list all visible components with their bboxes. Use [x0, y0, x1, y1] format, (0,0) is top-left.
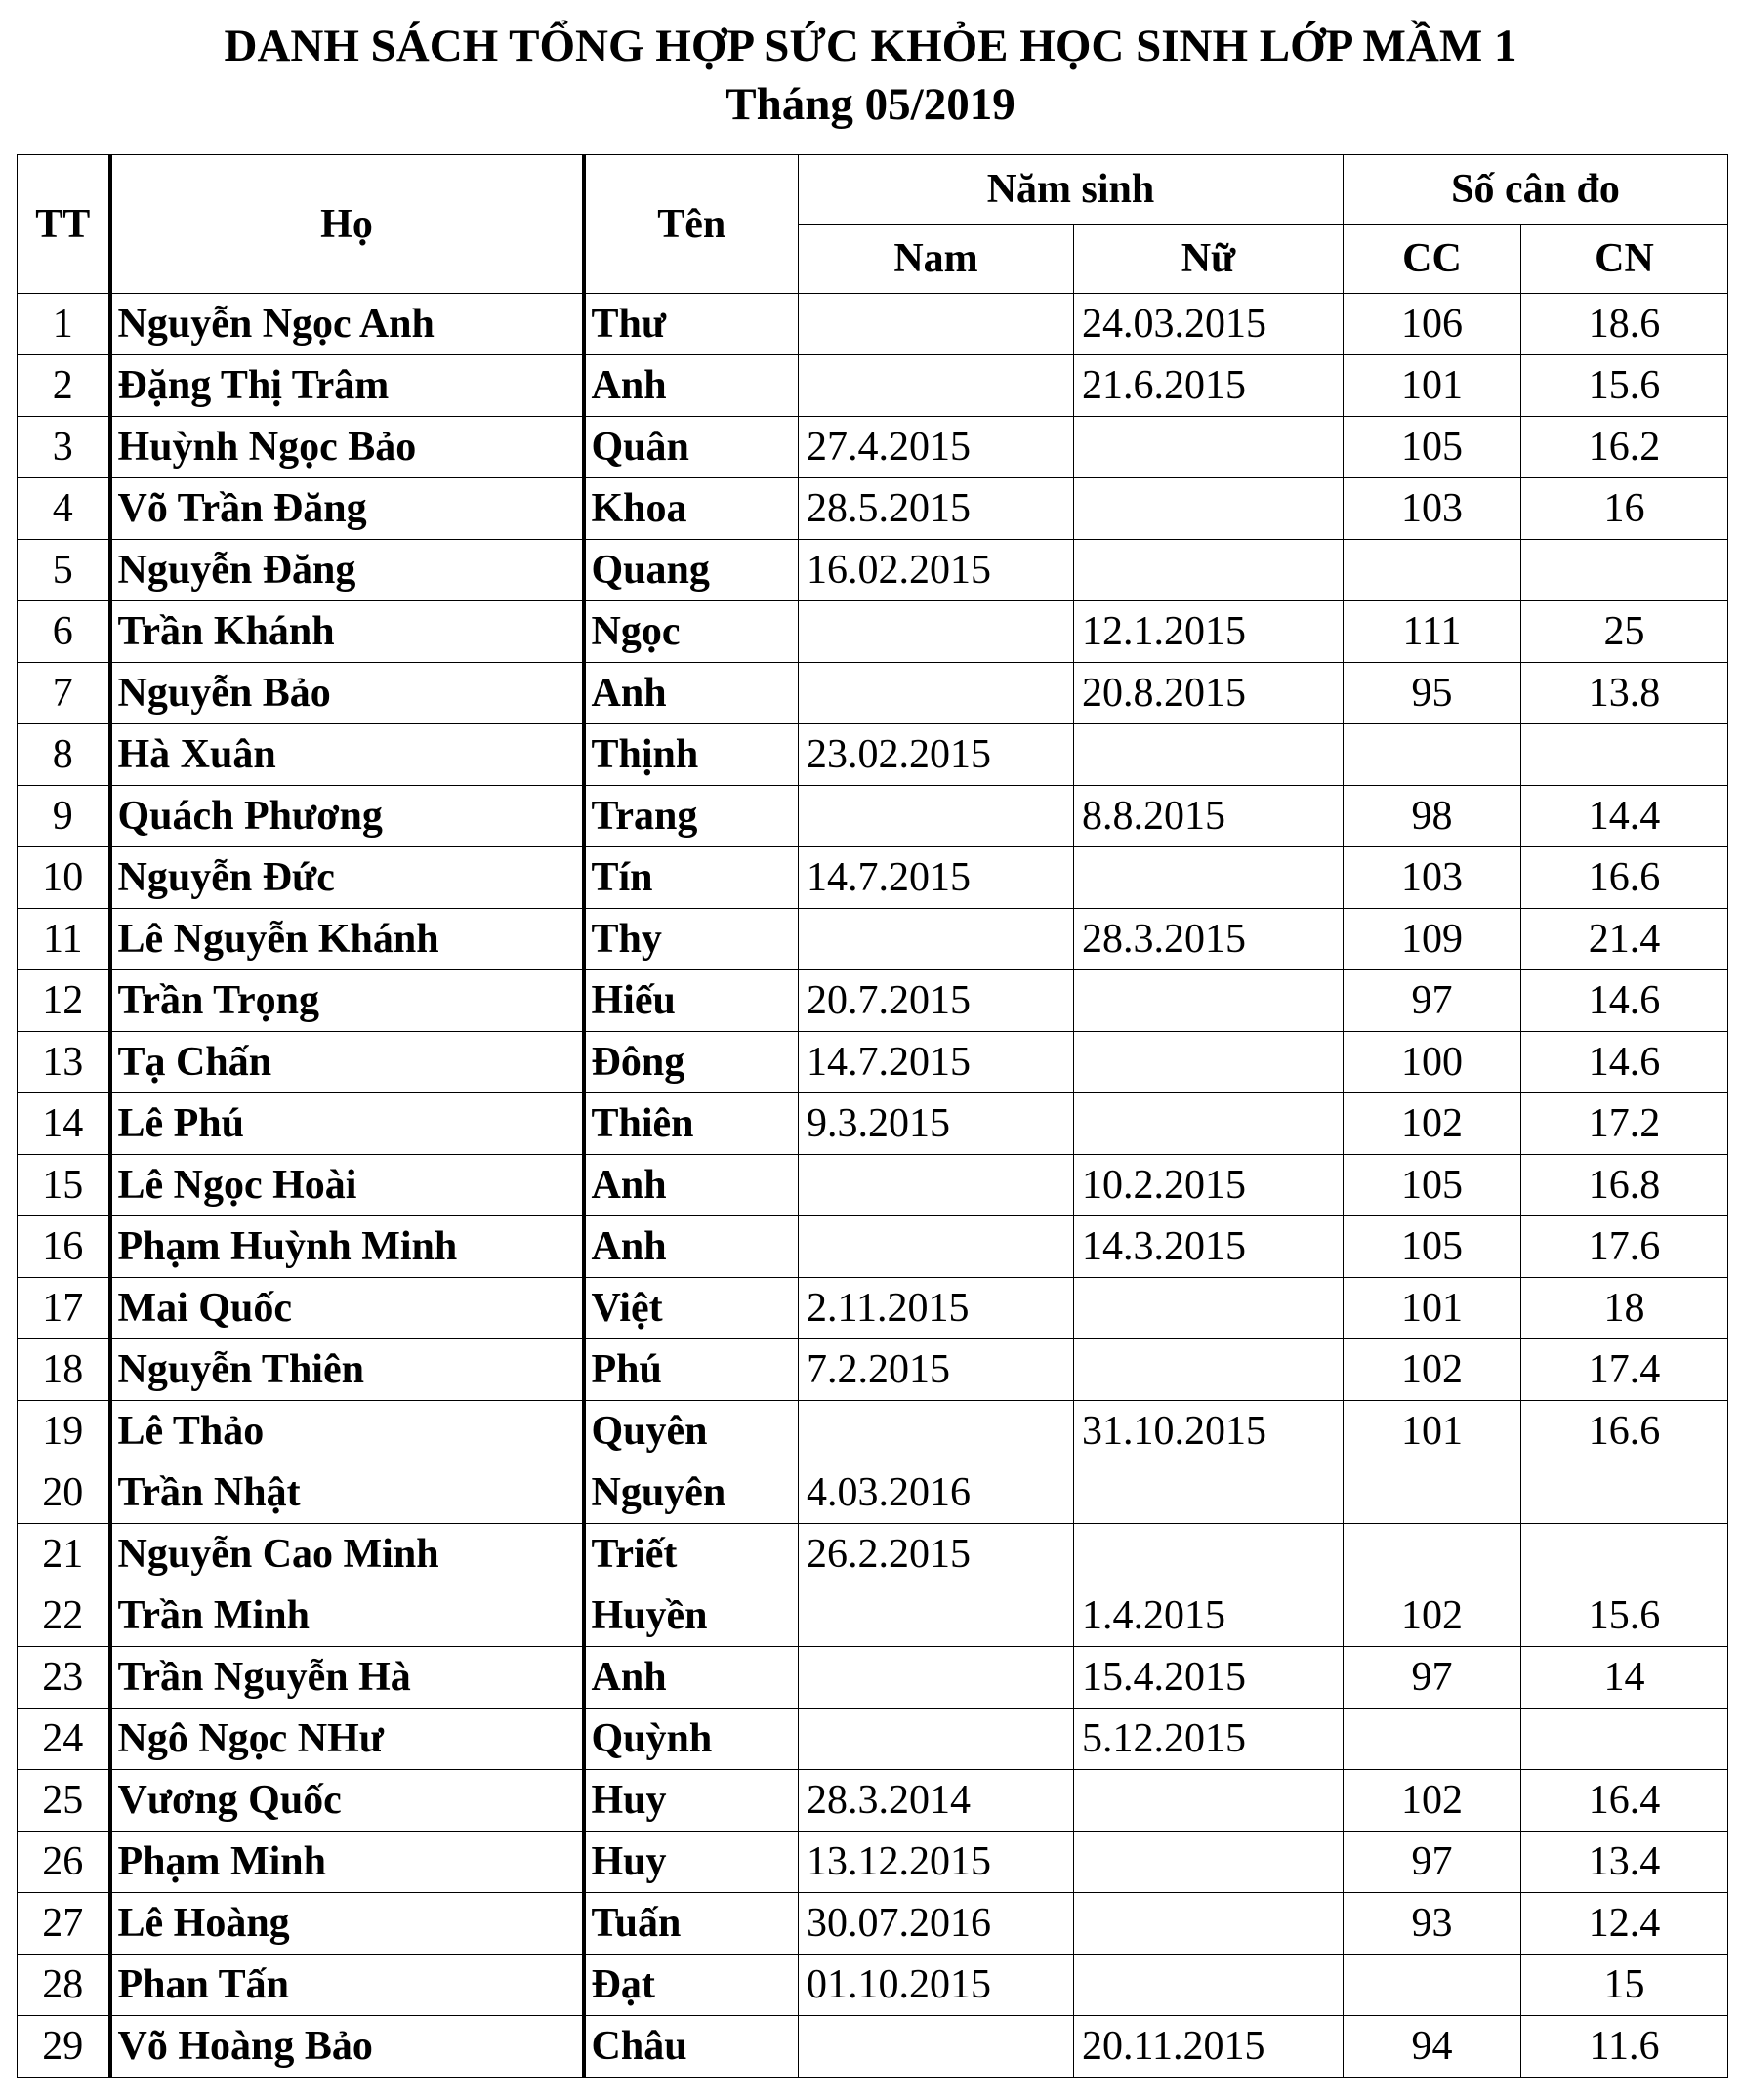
cell-ho: Lê Phú: [110, 1093, 584, 1155]
cell-nu: 24.03.2015: [1074, 294, 1344, 355]
cell-nam: 28.5.2015: [799, 478, 1074, 540]
cell-cc: 93: [1344, 1893, 1521, 1955]
header-ho: Họ: [110, 155, 584, 294]
cell-tt: 12: [18, 970, 110, 1032]
cell-ten: Anh: [584, 663, 799, 724]
cell-ten: Quỳnh: [584, 1709, 799, 1770]
cell-cn: 14.4: [1521, 786, 1728, 847]
cell-ho: Hà Xuân: [110, 724, 584, 786]
cell-ho: Lê Ngọc Hoài: [110, 1155, 584, 1216]
cell-nam: [799, 601, 1074, 663]
cell-ho: Trần Nguyễn Hà: [110, 1647, 584, 1709]
cell-cn: 17.4: [1521, 1339, 1728, 1401]
cell-nu: [1074, 1770, 1344, 1832]
cell-tt: 24: [18, 1709, 110, 1770]
cell-ten: Quang: [584, 540, 799, 601]
cell-nam: 27.4.2015: [799, 417, 1074, 478]
cell-nu: [1074, 847, 1344, 909]
cell-cn: 11.6: [1521, 2016, 1728, 2078]
cell-ten: Triết: [584, 1524, 799, 1585]
cell-ten: Tín: [584, 847, 799, 909]
cell-ho: Nguyễn Thiên: [110, 1339, 584, 1401]
table-row: [18, 1832, 1728, 1893]
cell-ho: Quách Phương: [110, 786, 584, 847]
document-subtitle: Tháng 05/2019: [725, 79, 1016, 130]
cell-tt: 27: [18, 1893, 110, 1955]
cell-cn: 17.2: [1521, 1093, 1728, 1155]
cell-ten: Châu: [584, 2016, 799, 2078]
cell-nu: 15.4.2015: [1074, 1647, 1344, 1709]
cell-cc: 101: [1344, 1401, 1521, 1462]
health-summary-table: [17, 154, 1728, 2078]
cell-ho: Trần Khánh: [110, 601, 584, 663]
cell-ten: Ngọc: [584, 601, 799, 663]
cell-ten: Thịnh: [584, 724, 799, 786]
cell-cn: 16.2: [1521, 417, 1728, 478]
cell-tt: 2: [18, 355, 110, 417]
cell-cc: 101: [1344, 1278, 1521, 1339]
cell-ten: Huy: [584, 1770, 799, 1832]
header-cn: CN: [1521, 225, 1728, 294]
cell-nu: 8.8.2015: [1074, 786, 1344, 847]
cell-tt: 28: [18, 1955, 110, 2016]
cell-ten: Thiên: [584, 1093, 799, 1155]
cell-cn: 13.4: [1521, 1832, 1728, 1893]
cell-tt: 20: [18, 1462, 110, 1524]
cell-nu: [1074, 1462, 1344, 1524]
cell-ho: Huỳnh Ngọc Bảo: [110, 417, 584, 478]
cell-cn: 16: [1521, 478, 1728, 540]
cell-ten: Huy: [584, 1832, 799, 1893]
cell-ten: Anh: [584, 1155, 799, 1216]
header-nu: Nữ: [1074, 225, 1344, 294]
cell-cn: 16.4: [1521, 1770, 1728, 1832]
table-row: [18, 1647, 1728, 1709]
cell-nam: 4.03.2016: [799, 1462, 1074, 1524]
cell-nam: 26.2.2015: [799, 1524, 1074, 1585]
cell-tt: 8: [18, 724, 110, 786]
cell-ho: Tạ Chấn: [110, 1032, 584, 1093]
cell-nam: [799, 294, 1074, 355]
cell-cc: [1344, 1462, 1521, 1524]
cell-cc: [1344, 1524, 1521, 1585]
cell-tt: 21: [18, 1524, 110, 1585]
cell-cn: 14.6: [1521, 1032, 1728, 1093]
table-row: [18, 1155, 1728, 1216]
cell-cn: 16.6: [1521, 1401, 1728, 1462]
cell-ho: Nguyễn Cao Minh: [110, 1524, 584, 1585]
cell-nam: 2.11.2015: [799, 1278, 1074, 1339]
table-row: [18, 540, 1728, 601]
cell-cc: 103: [1344, 847, 1521, 909]
table-row: [18, 663, 1728, 724]
cell-tt: 3: [18, 417, 110, 478]
table-row: [18, 1339, 1728, 1401]
table-row: [18, 970, 1728, 1032]
cell-ho: Võ Hoàng Bảo: [110, 2016, 584, 2078]
cell-nam: [799, 1647, 1074, 1709]
table-row: [18, 1770, 1728, 1832]
table-row: [18, 294, 1728, 355]
cell-tt: 26: [18, 1832, 110, 1893]
header-nam: Nam: [799, 225, 1074, 294]
cell-nam: 01.10.2015: [799, 1955, 1074, 2016]
table-row: [18, 1524, 1728, 1585]
cell-cn: 14.6: [1521, 970, 1728, 1032]
cell-ho: Trần Nhật: [110, 1462, 584, 1524]
cell-cc: 103: [1344, 478, 1521, 540]
table-row: [18, 1278, 1728, 1339]
cell-cn: [1521, 540, 1728, 601]
cell-cn: 17.6: [1521, 1216, 1728, 1278]
cell-ten: Thy: [584, 909, 799, 970]
cell-nu: [1074, 417, 1344, 478]
document-title: DANH SÁCH TỔNG HỢP SỨC KHỎE HỌC SINH LỚP MẦM 1: [224, 21, 1517, 71]
table-row: [18, 1093, 1728, 1155]
cell-cn: 15.6: [1521, 1585, 1728, 1647]
cell-ho: Lê Thảo: [110, 1401, 584, 1462]
cell-cc: 105: [1344, 1216, 1521, 1278]
cell-nam: 14.7.2015: [799, 1032, 1074, 1093]
cell-tt: 25: [18, 1770, 110, 1832]
cell-nam: [799, 1585, 1074, 1647]
cell-tt: 5: [18, 540, 110, 601]
cell-ho: Nguyễn Ngọc Anh: [110, 294, 584, 355]
table-row: [18, 2016, 1728, 2078]
cell-ten: Anh: [584, 1216, 799, 1278]
table-row: [18, 1216, 1728, 1278]
cell-cc: 97: [1344, 1647, 1521, 1709]
cell-cn: 16.6: [1521, 847, 1728, 909]
cell-cc: 102: [1344, 1585, 1521, 1647]
table-row: [18, 1462, 1728, 1524]
cell-ho: Phạm Minh: [110, 1832, 584, 1893]
cell-nu: [1074, 1893, 1344, 1955]
cell-tt: 7: [18, 663, 110, 724]
cell-ho: Lê Nguyễn Khánh: [110, 909, 584, 970]
cell-ho: Võ Trần Đăng: [110, 478, 584, 540]
cell-ten: Việt: [584, 1278, 799, 1339]
table-row: [18, 1893, 1728, 1955]
cell-nam: 7.2.2015: [799, 1339, 1074, 1401]
cell-ho: Vương Quốc: [110, 1770, 584, 1832]
header-nam-sinh: Năm sinh: [799, 155, 1344, 225]
cell-tt: 16: [18, 1216, 110, 1278]
cell-cn: 18.6: [1521, 294, 1728, 355]
cell-tt: 9: [18, 786, 110, 847]
cell-cn: 16.8: [1521, 1155, 1728, 1216]
cell-ten: Huyền: [584, 1585, 799, 1647]
cell-ten: Anh: [584, 355, 799, 417]
cell-cc: 109: [1344, 909, 1521, 970]
cell-nam: [799, 355, 1074, 417]
cell-tt: 10: [18, 847, 110, 909]
cell-tt: 1: [18, 294, 110, 355]
cell-cn: 13.8: [1521, 663, 1728, 724]
cell-tt: 6: [18, 601, 110, 663]
cell-nu: [1074, 1278, 1344, 1339]
cell-ten: Đạt: [584, 1955, 799, 2016]
cell-nam: 23.02.2015: [799, 724, 1074, 786]
table-row: [18, 786, 1728, 847]
cell-cc: 105: [1344, 1155, 1521, 1216]
cell-nu: [1074, 1032, 1344, 1093]
cell-nu: 21.6.2015: [1074, 355, 1344, 417]
cell-tt: 23: [18, 1647, 110, 1709]
cell-tt: 4: [18, 478, 110, 540]
cell-nu: 10.2.2015: [1074, 1155, 1344, 1216]
header-tt: TT: [18, 155, 110, 294]
cell-cc: [1344, 1709, 1521, 1770]
cell-tt: 11: [18, 909, 110, 970]
cell-ten: Khoa: [584, 478, 799, 540]
cell-ten: Nguyên: [584, 1462, 799, 1524]
cell-cn: 15: [1521, 1955, 1728, 2016]
cell-tt: 15: [18, 1155, 110, 1216]
cell-nam: [799, 1155, 1074, 1216]
cell-nu: 14.3.2015: [1074, 1216, 1344, 1278]
cell-ho: Mai Quốc: [110, 1278, 584, 1339]
cell-nam: [799, 909, 1074, 970]
cell-cn: [1521, 1709, 1728, 1770]
cell-cn: 15.6: [1521, 355, 1728, 417]
table-row: [18, 847, 1728, 909]
cell-cc: 98: [1344, 786, 1521, 847]
cell-nu: 31.10.2015: [1074, 1401, 1344, 1462]
cell-cc: 111: [1344, 601, 1521, 663]
cell-tt: 29: [18, 2016, 110, 2078]
cell-nu: [1074, 1524, 1344, 1585]
table-row: [18, 478, 1728, 540]
cell-nu: [1074, 724, 1344, 786]
cell-nam: 30.07.2016: [799, 1893, 1074, 1955]
cell-ten: Tuấn: [584, 1893, 799, 1955]
cell-nu: 12.1.2015: [1074, 601, 1344, 663]
cell-ho: Lê Hoàng: [110, 1893, 584, 1955]
cell-nu: [1074, 970, 1344, 1032]
cell-cc: 106: [1344, 294, 1521, 355]
cell-ho: Nguyễn Bảo: [110, 663, 584, 724]
cell-nu: [1074, 1093, 1344, 1155]
cell-nu: 1.4.2015: [1074, 1585, 1344, 1647]
table-row: [18, 1955, 1728, 2016]
table-row: [18, 417, 1728, 478]
cell-cc: 102: [1344, 1770, 1521, 1832]
cell-ho: Ngô Ngọc NHư: [110, 1709, 584, 1770]
cell-cn: [1521, 1524, 1728, 1585]
cell-cn: 12.4: [1521, 1893, 1728, 1955]
cell-cn: [1521, 1462, 1728, 1524]
cell-nam: 13.12.2015: [799, 1832, 1074, 1893]
cell-nu: 20.11.2015: [1074, 2016, 1344, 2078]
cell-ho: Trần Trọng: [110, 970, 584, 1032]
cell-cc: 100: [1344, 1032, 1521, 1093]
cell-nam: [799, 663, 1074, 724]
cell-cn: 14: [1521, 1647, 1728, 1709]
cell-tt: 22: [18, 1585, 110, 1647]
cell-nam: 9.3.2015: [799, 1093, 1074, 1155]
table-row: [18, 1585, 1728, 1647]
table-row: [18, 1032, 1728, 1093]
cell-nam: 14.7.2015: [799, 847, 1074, 909]
table-row: [18, 1709, 1728, 1770]
cell-cc: [1344, 1955, 1521, 2016]
cell-nu: [1074, 478, 1344, 540]
cell-ten: Đông: [584, 1032, 799, 1093]
cell-ho: Nguyễn Đăng: [110, 540, 584, 601]
header-cc: CC: [1344, 225, 1521, 294]
cell-cc: [1344, 724, 1521, 786]
cell-ho: Trần Minh: [110, 1585, 584, 1647]
cell-nam: 28.3.2014: [799, 1770, 1074, 1832]
table-row: [18, 724, 1728, 786]
cell-cn: 18: [1521, 1278, 1728, 1339]
cell-ho: Đặng Thị Trâm: [110, 355, 584, 417]
cell-cc: 95: [1344, 663, 1521, 724]
cell-nam: 16.02.2015: [799, 540, 1074, 601]
cell-tt: 18: [18, 1339, 110, 1401]
cell-cc: 97: [1344, 1832, 1521, 1893]
cell-ten: Quân: [584, 417, 799, 478]
cell-cc: 97: [1344, 970, 1521, 1032]
cell-cn: [1521, 724, 1728, 786]
cell-tt: 13: [18, 1032, 110, 1093]
cell-nu: [1074, 1955, 1344, 2016]
table-row: [18, 601, 1728, 663]
header-so-can-do: Số cân đo: [1344, 155, 1728, 225]
cell-ten: Quyên: [584, 1401, 799, 1462]
table-row: [18, 355, 1728, 417]
cell-nu: 28.3.2015: [1074, 909, 1344, 970]
cell-nu: 20.8.2015: [1074, 663, 1344, 724]
cell-nam: [799, 2016, 1074, 2078]
cell-ten: Phú: [584, 1339, 799, 1401]
cell-ten: Thư: [584, 294, 799, 355]
cell-ten: Trang: [584, 786, 799, 847]
cell-tt: 14: [18, 1093, 110, 1155]
cell-cc: 102: [1344, 1093, 1521, 1155]
cell-tt: 19: [18, 1401, 110, 1462]
table-row: [18, 909, 1728, 970]
cell-nam: 20.7.2015: [799, 970, 1074, 1032]
cell-nam: [799, 1216, 1074, 1278]
cell-ho: Nguyễn Đức: [110, 847, 584, 909]
cell-ho: Phạm Huỳnh Minh: [110, 1216, 584, 1278]
header-ten: Tên: [584, 155, 799, 294]
cell-cn: 25: [1521, 601, 1728, 663]
table-row: [18, 1401, 1728, 1462]
cell-ten: Hiếu: [584, 970, 799, 1032]
cell-ten: Anh: [584, 1647, 799, 1709]
cell-cc: 105: [1344, 417, 1521, 478]
cell-tt: 17: [18, 1278, 110, 1339]
cell-nu: [1074, 1339, 1344, 1401]
cell-ho: Phan Tấn: [110, 1955, 584, 2016]
cell-nu: [1074, 1832, 1344, 1893]
cell-nam: [799, 1709, 1074, 1770]
cell-nam: [799, 786, 1074, 847]
cell-nu: 5.12.2015: [1074, 1709, 1344, 1770]
cell-cc: 94: [1344, 2016, 1521, 2078]
cell-cc: [1344, 540, 1521, 601]
cell-cc: 101: [1344, 355, 1521, 417]
cell-nu: [1074, 540, 1344, 601]
cell-nam: [799, 1401, 1074, 1462]
cell-cn: 21.4: [1521, 909, 1728, 970]
cell-cc: 102: [1344, 1339, 1521, 1401]
